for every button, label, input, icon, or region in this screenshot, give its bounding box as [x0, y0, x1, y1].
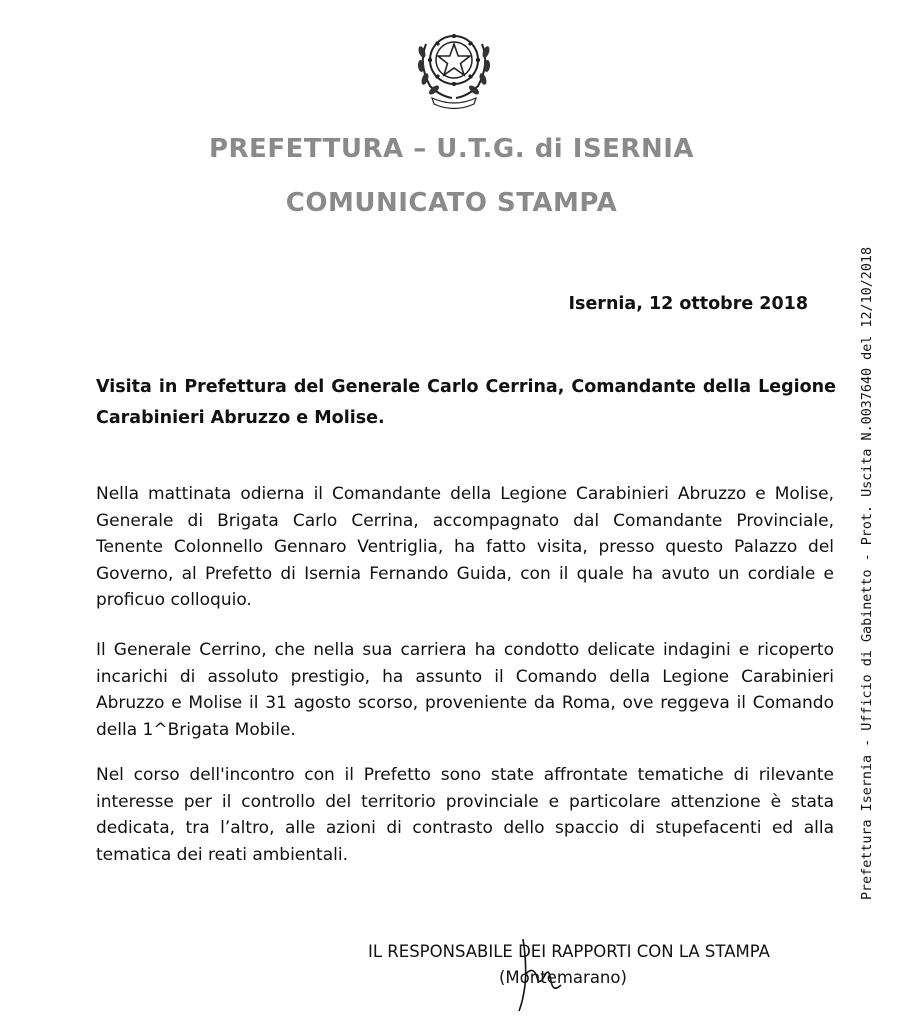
handwritten-signature	[505, 935, 575, 1015]
office-title: PREFETTURA – U.T.G. di ISERNIA	[208, 134, 695, 164]
signatory-name: (Montemarano)	[499, 968, 627, 987]
signatory-title: IL RESPONSABILE DEI RAPPORTI CON LA STAMPA	[368, 942, 770, 961]
body-paragraph-3: Nel corso dell'incontro con il Prefetto sono state affrontate tematiche di rilevante interesse per il controllo del territorio provinciale e particolare attenzione è stata dedicata, tra l’altro, alle azioni di contrasto dello spaccio di stupefacenti ed alla tematica dei reati ambientali.	[96, 765, 834, 865]
body-paragraph-1: Nella mattinata odierna il Comandante della Legione Carabinieri Abruzzo e Molise, Generale di Brigata Carlo Cerrina, accompagnato dal Comandante Provinciale, Tenente Colonnello Gennaro Ventriglia, ha fatto visita, presso questo Palazzo del Governo, al Prefetto di Isernia Fernando Guida, con il quale ha avuto un cordiale e proficuo colloquio.	[96, 484, 834, 610]
italian-republic-emblem-icon	[404, 14, 504, 114]
subject-heading: Visita in Prefettura del Generale Carlo Cerrina, Comandante della Legione Carabinieri Abruzzo e Molise.	[96, 377, 836, 428]
protocol-stamp: Prefettura Isernia - Ufficio di Gabinetto - Prot. Uscita N.0037640 del 12/10/2018	[860, 246, 875, 900]
document-type-title: COMUNICATO STAMPA	[285, 188, 618, 218]
body-paragraph-2: Il Generale Cerrino, che nella sua carriera ha condotto delicate indagini e ricoperto incarichi di assoluto prestigio, ha assunto il Comando della Legione Carabinieri Abruzzo e Molise il 31 agosto scorso, proveniente da Roma, ove reggeva il Comando della 1^Brigata Mobile.	[96, 640, 834, 740]
place-date: Isernia, 12 ottobre 2018	[568, 294, 808, 314]
